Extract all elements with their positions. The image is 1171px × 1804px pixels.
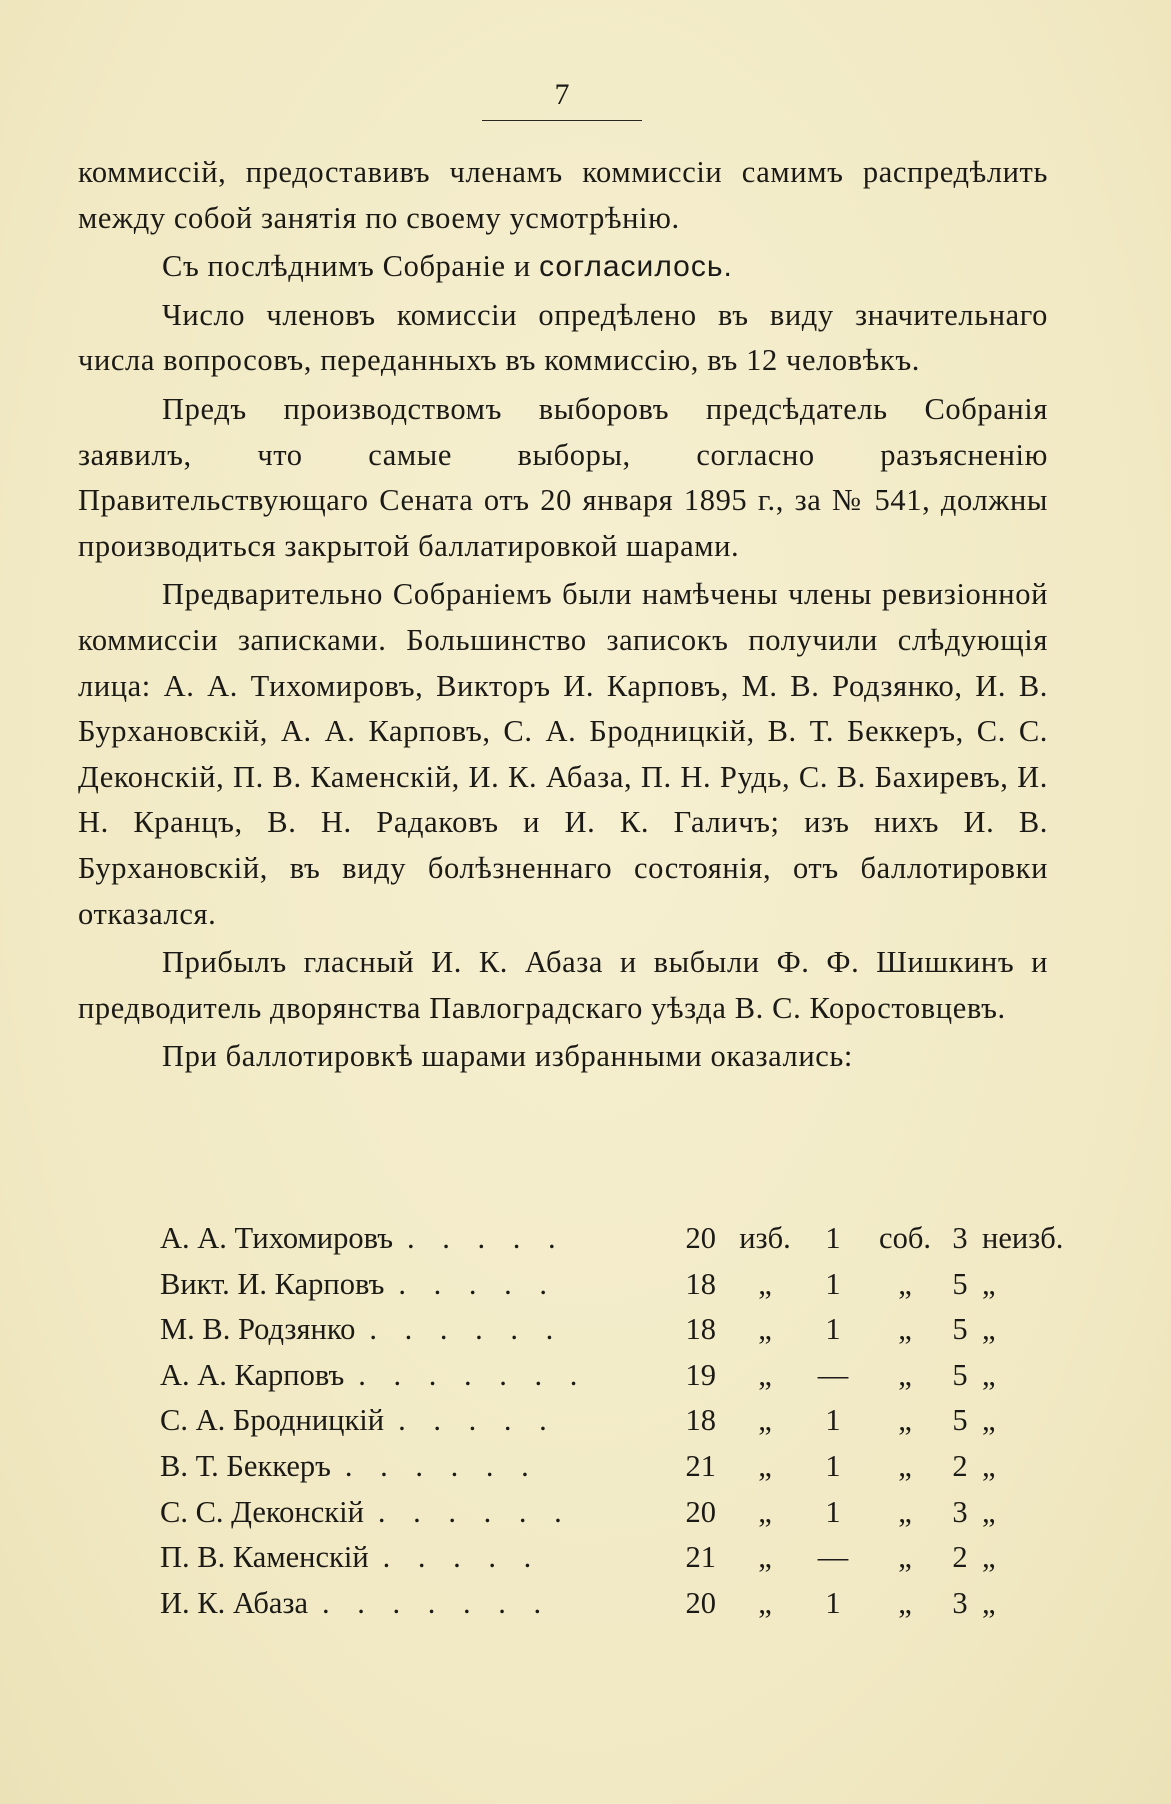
result-votes: 21 xyxy=(685,1448,716,1483)
leader-dots: . . . . . . xyxy=(377,1494,572,1529)
candidate-name: С. С. Деконскій xyxy=(160,1494,364,1529)
result-l3: „ xyxy=(982,1494,996,1529)
result-l1: „ xyxy=(758,1266,772,1301)
leader-dots: . . . . . . xyxy=(369,1312,564,1347)
candidate-name: А. А. Карповъ xyxy=(160,1357,345,1392)
result-v2: 5 xyxy=(952,1312,968,1347)
page-number-rule xyxy=(482,120,642,121)
paragraph xyxy=(78,150,1048,241)
result-v1: — xyxy=(817,1357,849,1392)
result-l2: „ xyxy=(898,1266,912,1301)
paragraph-text: Предварительно Собраніемъ были намѣчены члены ревизіонной коммиссіи записками. Большинство записокъ получили слѣдующія лица: А. А. Тихомировъ, Викторъ И. Карповъ, М. В. Родзянко, И. В. Бурхановскій, А. А. Карповъ, С. А. Бродницкій, В. Т. Беккеръ, С. С. Деконскій, П. В. Каменскій, И. К. Абаза, П. Н. Рудь, С. В. Бахиревъ, И. Н. Кранцъ, В. Н. Радаковъ и И. К. Галичъ; изъ нихъ И. В. Бурхановскій, въ виду болѣзненнаго состоянія, отъ баллотировки отказался. xyxy=(78,577,1048,931)
result-l1: „ xyxy=(758,1540,772,1575)
leader-dots: . . . . . xyxy=(407,1221,566,1255)
result-v2: 5 xyxy=(952,1403,968,1438)
paragraph-text: коммиссій, предоставивъ членамъ коммиссіи самимъ распредѣлить между собой занятія по своему усмотрѣнію. xyxy=(78,155,1048,235)
leader-dots: . . . . . xyxy=(398,1266,557,1301)
candidate-name: В. Т. Беккеръ xyxy=(160,1448,331,1483)
result-l1: изб. xyxy=(739,1221,791,1255)
result-row xyxy=(160,1398,1060,1444)
result-l3: „ xyxy=(982,1585,996,1620)
leader-dots: . . . . . . . xyxy=(358,1357,588,1392)
result-v1: 1 xyxy=(825,1403,841,1438)
candidate-name: Викт. И. Карповъ xyxy=(160,1266,385,1301)
result-v2: 5 xyxy=(952,1357,968,1392)
paragraph xyxy=(78,572,1048,937)
result-votes: 18 xyxy=(685,1266,716,1301)
result-row xyxy=(160,1535,1060,1581)
result-row xyxy=(160,1216,1064,1262)
result-votes: 18 xyxy=(685,1403,716,1438)
result-l2: „ xyxy=(898,1585,912,1620)
result-row xyxy=(160,1581,1060,1627)
result-l1: „ xyxy=(758,1357,772,1392)
paragraph xyxy=(78,293,1048,384)
result-votes: 18 xyxy=(685,1312,716,1347)
result-l3: „ xyxy=(982,1266,996,1301)
result-v1: 1 xyxy=(825,1266,841,1301)
paragraph xyxy=(78,1034,1048,1080)
result-votes: 21 xyxy=(685,1540,716,1575)
paragraph-text: Число членовъ комиссіи опредѣлено въ виду значительнаго числа вопросовъ, переданныхъ въ коммиссію, въ 12 человѣкъ. xyxy=(78,297,1048,378)
body-text xyxy=(78,150,1048,1080)
result-l1: „ xyxy=(758,1585,772,1620)
result-v1: 1 xyxy=(825,1494,841,1529)
result-l3: неизб. xyxy=(982,1221,1064,1255)
result-votes: 19 xyxy=(685,1357,716,1392)
paragraph-text: согласилось. xyxy=(539,250,733,284)
result-l3: „ xyxy=(982,1312,996,1347)
paragraph-text: Предъ производствомъ выборовъ предсѣдатель Собранія заявилъ, что самые выборы, согласно разъясненію Правительствующаго Сената отъ 20 января 1895 г., за № 541, должны производиться закрытой баллатировкой шарами. xyxy=(78,391,1048,563)
paragraph-text: Прибылъ гласный И. К. Абаза и выбыли Ф. Ф. Шишкинъ и предводитель дворянства Павлоградскаго уѣзда В. С. Коростовцевъ. xyxy=(78,945,1048,1025)
result-l3: „ xyxy=(982,1403,996,1438)
result-l1: „ xyxy=(758,1448,772,1483)
candidate-name: М. В. Родзянко xyxy=(160,1312,356,1347)
paragraph xyxy=(78,244,1048,290)
result-v1: 1 xyxy=(825,1448,841,1483)
result-row xyxy=(160,1353,1060,1399)
candidate-name: С. А. Бродницкій xyxy=(160,1403,385,1438)
result-l2: „ xyxy=(898,1540,912,1575)
result-l1: „ xyxy=(758,1312,772,1347)
result-row xyxy=(160,1490,1060,1536)
result-v2: 3 xyxy=(952,1221,968,1255)
result-v2: 3 xyxy=(952,1585,968,1620)
result-v1: 1 xyxy=(825,1585,841,1620)
result-v1: 1 xyxy=(825,1312,841,1347)
result-v1: 1 xyxy=(825,1221,841,1255)
result-l3: „ xyxy=(982,1448,996,1483)
result-row xyxy=(160,1307,1060,1353)
result-l3: „ xyxy=(982,1357,996,1392)
result-l2: „ xyxy=(898,1494,912,1529)
candidate-name: А. А. Тихомировъ xyxy=(160,1221,394,1255)
paragraph-text: При баллотировкѣ шарами избранными оказались: xyxy=(162,1039,853,1074)
result-l2: „ xyxy=(898,1312,912,1347)
result-l2: „ xyxy=(898,1403,912,1438)
result-l2: „ xyxy=(898,1448,912,1483)
result-votes: 20 xyxy=(685,1221,716,1255)
leader-dots: . . . . . xyxy=(398,1403,557,1438)
result-l3: „ xyxy=(982,1540,996,1575)
candidate-name: П. В. Каменскій xyxy=(160,1540,369,1575)
ballot-results-table xyxy=(160,1216,1064,1626)
leader-dots: . . . . . xyxy=(382,1540,542,1575)
page-number: 7 xyxy=(554,78,570,111)
paragraph xyxy=(78,940,1048,1031)
result-v2: 2 xyxy=(952,1540,968,1575)
paragraph-text: Съ послѣднимъ Собраніе и xyxy=(162,249,540,284)
leader-dots: . . . . . . . xyxy=(322,1585,552,1620)
paragraph xyxy=(78,387,1048,569)
result-l1: „ xyxy=(758,1403,772,1438)
result-votes: 20 xyxy=(685,1585,716,1620)
result-v2: 5 xyxy=(952,1266,968,1301)
candidate-name: И. К. Абаза xyxy=(160,1585,308,1620)
result-row xyxy=(160,1262,1060,1308)
result-v2: 2 xyxy=(952,1448,968,1483)
result-row xyxy=(160,1444,1060,1490)
result-l2: соб. xyxy=(879,1221,931,1255)
result-l2: „ xyxy=(898,1357,912,1392)
result-v1: — xyxy=(817,1540,849,1575)
leader-dots: . . . . . . xyxy=(344,1448,539,1483)
result-votes: 20 xyxy=(685,1494,716,1529)
result-v2: 3 xyxy=(952,1494,968,1529)
result-l1: „ xyxy=(758,1494,772,1529)
